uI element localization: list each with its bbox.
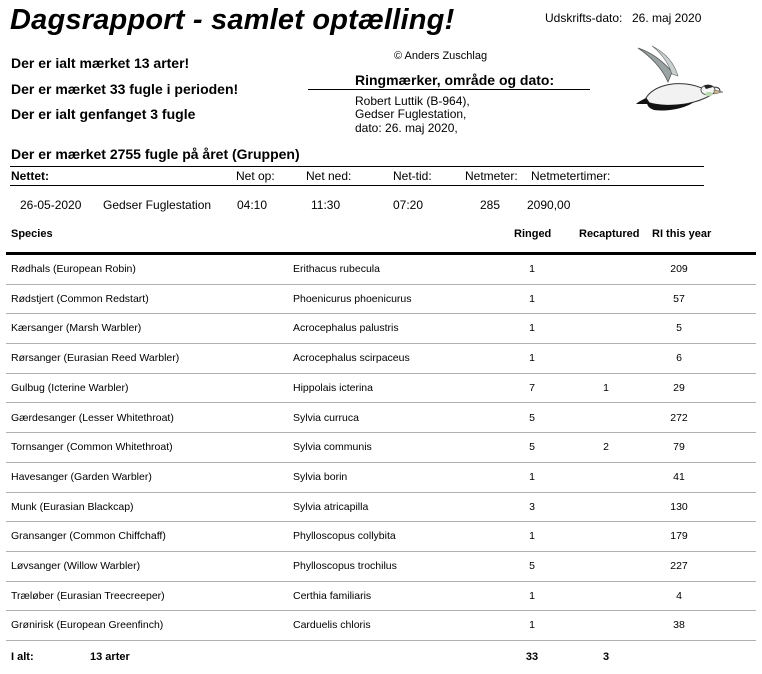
ri-this-year-count: 272 [670,411,688,424]
species-name: Rødhals (European Robin) [11,263,136,275]
summary-birds-ringed: Der er mærket 33 fugle i perioden! [11,81,239,97]
species-name: Grønirisk (European Greenfinch) [11,619,164,632]
ringed-count: 5 [529,411,535,424]
net-header-netmetertimer: Netmetertimer: [531,169,611,183]
scientific-name: Acrocephalus palustris [293,322,399,335]
species-name: Kærsanger (Marsh Warbler) [11,322,142,335]
table-row [0,314,762,344]
divider [10,166,704,167]
table-row [0,374,762,404]
totals-label: I alt: [11,651,34,663]
ri-this-year-count: 38 [673,619,685,632]
scientific-name: Phylloscopus trochilus [293,560,397,572]
scientific-name: Phoenicurus phoenicurus [293,292,412,305]
ri-this-year-count: 79 [673,441,685,454]
ringed-count: 1 [529,352,535,365]
column-header-ringed: Ringed [514,228,552,240]
ri-this-year-count: 130 [670,500,688,513]
net-place: Gedser Fuglestation [103,198,212,212]
recaptured-count: 1 [603,381,609,394]
scientific-name: Sylvia borin [293,470,348,483]
ringer-line: dato: 26. maj 2020, [355,121,458,135]
year-total: Der er mærket 2755 fugle på året (Gruppen) [11,146,300,162]
net-header-net-tid: Net-tid: [393,169,432,183]
print-date-value: 26. maj 2020 [632,11,702,25]
scientific-name: Carduelis chloris [293,619,371,632]
ri-this-year-count: 179 [670,530,688,543]
ri-this-year-count: 227 [670,560,688,572]
ringer-underline [308,89,590,90]
net-header-netmeter: Netmeter: [465,169,518,183]
column-header-recaptured: Recaptured [579,228,640,240]
scientific-name: Sylvia atricapilla [293,500,369,513]
species-name: Rørsanger (Eurasian Reed Warbler) [11,352,180,365]
ri-this-year-count: 4 [676,589,682,602]
ringed-count: 1 [529,470,535,483]
print-date-label: Udskrifts-dato: [545,11,623,25]
net-ned-value: 11:30 [311,198,341,212]
species-name: Træløber (Eurasian Treecreeper) [11,589,165,602]
species-name: Munk (Eurasian Blackcap) [11,500,134,513]
species-name: Havesanger (Garden Warbler) [11,470,152,483]
table-row [0,522,762,552]
table-row [0,255,762,285]
ri-this-year-count: 209 [670,263,688,275]
netmetertimer-value: 2090,00 [527,198,571,212]
ri-this-year-count: 29 [673,381,685,394]
species-name: Gransanger (Common Chiffchaff) [11,530,166,543]
ringed-count: 1 [529,263,535,275]
net-op-value: 04:10 [237,198,268,212]
ringer-line: Gedser Fuglestation, [355,107,467,121]
ringer-line: Robert Luttik (B-964), [355,94,470,108]
ri-this-year-count: 41 [673,470,685,483]
scientific-name: Certhia familiaris [293,589,372,602]
ringed-count: 7 [529,381,535,394]
scientific-name: Sylvia communis [293,441,372,454]
table-row [0,582,762,612]
table-row [0,493,762,523]
divider [10,185,704,186]
ringed-count: 1 [529,589,535,602]
totals-ringed: 33 [525,651,539,663]
scientific-name: Acrocephalus scirpaceus [293,352,410,365]
eider-duck-logo [628,44,724,114]
ri-this-year-count: 57 [673,292,685,305]
ringed-count: 3 [529,500,535,513]
table-row [0,285,762,315]
report-title: Dagsrapport - samlet optælling! [10,4,455,36]
column-header-species: Species [11,228,53,240]
netmeter-value: 285 [480,198,501,212]
row-divider [6,640,756,641]
summary-recaptured: Der er ialt genfanget 3 fugle [11,106,196,122]
copyright: © Anders Zuschlag [394,50,488,62]
scientific-name: Sylvia curruca [293,411,359,424]
species-name: Løvsanger (Willow Warbler) [11,560,141,572]
ringed-count: 5 [529,441,535,454]
ringed-count: 1 [529,619,535,632]
ri-this-year-count: 6 [676,352,682,365]
column-header-ri-this-year: RI this year [652,228,712,240]
species-name: Rødstjert (Common Redstart) [11,292,149,305]
scientific-name: Erithacus rubecula [293,263,380,275]
summary-species-count: Der er ialt mærket 13 arter! [11,55,190,71]
species-name: Gærdesanger (Lesser Whitethroat) [11,411,174,424]
ringed-count: 1 [529,322,535,335]
ringed-count: 5 [529,560,535,572]
scientific-name: Hippolais icterina [293,381,373,394]
net-header-net-ned: Net ned: [306,169,352,183]
table-row [0,611,762,641]
table-row [0,552,762,582]
table-row [0,404,762,434]
scientific-name: Phylloscopus collybita [293,530,396,543]
table-row [0,463,762,493]
totals-recaptured: 3 [602,651,610,663]
totals-species: 13 arter [90,651,130,663]
species-name: Tornsanger (Common Whitethroat) [11,441,173,454]
table-row [0,344,762,374]
ringed-count: 1 [529,292,535,305]
net-header-nettet: Nettet: [11,169,49,183]
net-date: 26-05-2020 [20,198,82,212]
ringer-title: Ringmærker, område og dato: [355,72,555,88]
ri-this-year-count: 5 [676,322,682,335]
ringed-count: 1 [529,530,535,543]
recaptured-count: 2 [603,441,609,454]
net-header-net-op: Net op: [236,169,275,183]
table-row [0,433,762,463]
species-name: Gulbug (Icterine Warbler) [11,381,129,394]
net-tid-value: 07:20 [393,198,424,212]
